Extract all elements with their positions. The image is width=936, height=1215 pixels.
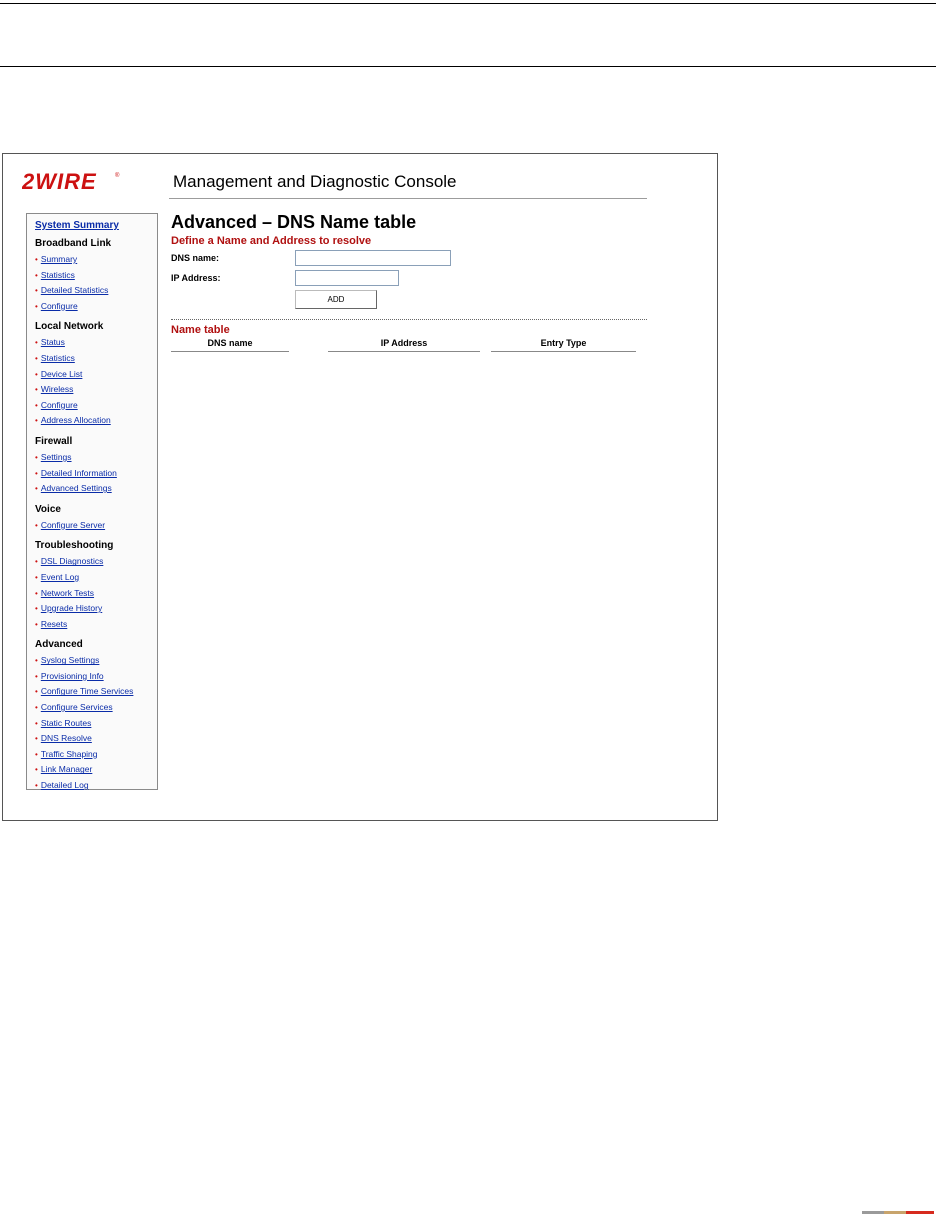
- sidebar-link-local-network-wireless[interactable]: Wireless: [40, 384, 74, 395]
- ip-address-input[interactable]: [295, 270, 399, 286]
- sidebar-item: [35, 382, 157, 398]
- sidebar-link-broadband-link-summary[interactable]: Summary: [40, 254, 78, 264]
- sidebar-item: [35, 481, 157, 497]
- column-header-ip-address: IP Address: [328, 338, 480, 352]
- dns-name-row: [171, 250, 651, 270]
- bullet-icon: •: [35, 385, 38, 395]
- bullet-icon: •: [35, 416, 38, 426]
- sidebar-item: [35, 669, 157, 685]
- sidebar-item: [35, 778, 157, 794]
- sidebar-item: [35, 398, 157, 414]
- console-title: Management and Diagnostic Console: [173, 172, 457, 191]
- sidebar-item: [35, 450, 157, 466]
- sidebar-item: [35, 367, 157, 383]
- main-content: [171, 211, 651, 348]
- sidebar-link-firewall-advanced-settings[interactable]: Advanced Settings: [40, 483, 112, 494]
- sidebar-link-broadband-link-detailed-statistics[interactable]: Detailed Statistics: [40, 285, 109, 296]
- sidebar-link-advanced-syslog-settings[interactable]: Syslog Settings: [40, 655, 100, 666]
- ip-address-label: IP Address:: [171, 273, 221, 283]
- dns-name-input[interactable]: [295, 250, 451, 266]
- sidebar-item: [35, 716, 157, 732]
- sidebar-list-troubleshooting: [35, 554, 157, 632]
- bullet-icon: •: [35, 369, 38, 379]
- sidebar-link-firewall-detailed-information[interactable]: Detailed Information: [40, 467, 117, 478]
- bullet-icon: •: [35, 656, 38, 666]
- sidebar-link-advanced-dns-resolve[interactable]: DNS Resolve: [40, 733, 92, 744]
- bullet-icon: •: [35, 572, 38, 582]
- sidebar-link-voice-configure-server[interactable]: Configure Server: [40, 519, 106, 530]
- sidebar-item: [35, 351, 157, 367]
- sidebar-item: [35, 299, 157, 315]
- sidebar-link-local-network-device-list[interactable]: Device List: [40, 368, 83, 379]
- sidebar-link-advanced-configure-services[interactable]: Configure Services: [40, 702, 113, 713]
- bullet-icon: •: [35, 270, 38, 280]
- name-table-heading: Name table: [171, 324, 230, 336]
- sidebar-link-local-network-configure[interactable]: Configure: [40, 399, 78, 410]
- sidebar-item: [35, 617, 157, 633]
- sidebar-item: [35, 466, 157, 482]
- sidebar-link-troubleshooting-resets[interactable]: Resets: [40, 618, 68, 629]
- bullet-icon: •: [35, 400, 38, 410]
- footer-accent-tan: [884, 1211, 906, 1214]
- sidebar-item: [35, 283, 157, 299]
- sidebar-item: [35, 268, 157, 284]
- sidebar-link-advanced-static-routes[interactable]: Static Routes: [40, 717, 92, 728]
- section-divider: [171, 319, 647, 320]
- page-header-rule: [0, 66, 936, 67]
- sidebar-link-firewall-settings[interactable]: Settings: [40, 451, 72, 462]
- bullet-icon: •: [35, 781, 38, 791]
- bullet-icon: •: [35, 749, 38, 759]
- sidebar-sections: [35, 237, 157, 794]
- sidebar-link-local-network-address-allocation[interactable]: Address Allocation: [40, 415, 111, 426]
- sidebar-link-local-network-statistics[interactable]: Statistics: [40, 352, 75, 363]
- bullet-icon: •: [35, 301, 38, 311]
- sidebar-link-advanced-detailed-log[interactable]: Detailed Log: [40, 780, 89, 791]
- dns-name-label: DNS name:: [171, 253, 220, 263]
- sidebar-section-firewall: Firewall: [35, 435, 73, 447]
- footer-accent-red: [906, 1211, 934, 1214]
- bullet-icon: •: [35, 286, 38, 296]
- logo-text: 2WIRE: [22, 169, 97, 194]
- bullet-icon: •: [35, 452, 38, 462]
- sidebar-link-local-network-status[interactable]: Status: [40, 337, 65, 348]
- sidebar-section-local-network: Local Network: [35, 321, 104, 333]
- sidebar-item: [35, 653, 157, 669]
- bullet-icon: •: [35, 255, 38, 264]
- sidebar-nav: [26, 213, 158, 790]
- sidebar-item: [35, 586, 157, 602]
- column-header-dns-name: DNS name: [171, 338, 289, 352]
- sidebar-list-voice: [35, 518, 157, 534]
- bullet-icon: •: [35, 588, 38, 598]
- sidebar-item: [35, 700, 157, 716]
- column-header-entry-type: Entry Type: [491, 338, 636, 352]
- sidebar-item: [35, 684, 157, 700]
- sidebar-list-local-network: [35, 335, 157, 429]
- sidebar-item: [35, 570, 157, 586]
- sidebar-item: [35, 554, 157, 570]
- bullet-icon: •: [35, 765, 38, 775]
- sidebar-link-advanced-traffic-shaping[interactable]: Traffic Shaping: [40, 748, 98, 759]
- bullet-icon: •: [35, 338, 38, 348]
- sidebar-section-troubleshooting: Troubleshooting: [35, 540, 114, 552]
- 2wire-logo: [22, 168, 122, 194]
- header-divider: [169, 198, 647, 199]
- add-button[interactable]: ADD: [295, 290, 377, 309]
- svg-text:®: ®: [115, 173, 120, 179]
- sidebar-link-advanced-provisioning-info[interactable]: Provisioning Info: [40, 670, 104, 681]
- sidebar-item: [35, 762, 157, 778]
- sidebar-link-troubleshooting-upgrade-history[interactable]: Upgrade History: [40, 603, 103, 614]
- bullet-icon: •: [35, 468, 38, 478]
- sidebar-list-firewall: [35, 450, 157, 497]
- define-section-heading: Define a Name and Address to resolve: [171, 235, 372, 247]
- add-row: [171, 290, 651, 312]
- sidebar-link-advanced-configure-time-services[interactable]: Configure Time Services: [40, 686, 134, 697]
- sidebar-link-troubleshooting-network-tests[interactable]: Network Tests: [40, 587, 95, 598]
- ip-address-row: [171, 270, 651, 290]
- bullet-icon: •: [35, 703, 38, 713]
- page-top-rule: [0, 3, 936, 4]
- console-screenshot: [2, 153, 718, 821]
- sidebar-item: [35, 335, 157, 351]
- bullet-icon: •: [35, 671, 38, 681]
- bullet-icon: •: [35, 604, 38, 614]
- footer-accent-grey: [862, 1211, 884, 1214]
- sidebar-section-advanced: Advanced: [35, 639, 83, 651]
- sidebar-section-voice: Voice: [35, 503, 61, 515]
- sidebar-list-advanced: [35, 653, 157, 793]
- bullet-icon: •: [35, 520, 38, 530]
- sidebar-section-broadband-link: Broadband Link: [35, 238, 112, 249]
- bullet-icon: •: [35, 718, 38, 728]
- bullet-icon: •: [35, 619, 38, 629]
- bullet-icon: •: [35, 687, 38, 697]
- sidebar-link-advanced-link-manager[interactable]: Link Manager: [40, 764, 93, 775]
- sidebar-item: [35, 252, 157, 268]
- sidebar-item: [35, 518, 157, 534]
- sidebar-link-broadband-link-statistics[interactable]: Statistics: [40, 269, 75, 280]
- sidebar-link-broadband-link-configure[interactable]: Configure: [40, 300, 78, 311]
- sidebar-item: [35, 747, 157, 763]
- system-summary-link[interactable]: System Summary: [35, 220, 119, 231]
- sidebar-link-troubleshooting-event-log[interactable]: Event Log: [40, 571, 80, 582]
- bullet-icon: •: [35, 734, 38, 744]
- sidebar-link-troubleshooting-dsl-diagnostics[interactable]: DSL Diagnostics: [40, 556, 104, 567]
- sidebar-item: [35, 601, 157, 617]
- page-title: Advanced – DNS Name table: [171, 212, 417, 232]
- sidebar-item: [35, 731, 157, 747]
- sidebar-list-broadband-link: [35, 252, 157, 314]
- bullet-icon: •: [35, 557, 38, 567]
- bullet-icon: •: [35, 353, 38, 363]
- bullet-icon: •: [35, 484, 38, 494]
- sidebar-item: [35, 413, 157, 429]
